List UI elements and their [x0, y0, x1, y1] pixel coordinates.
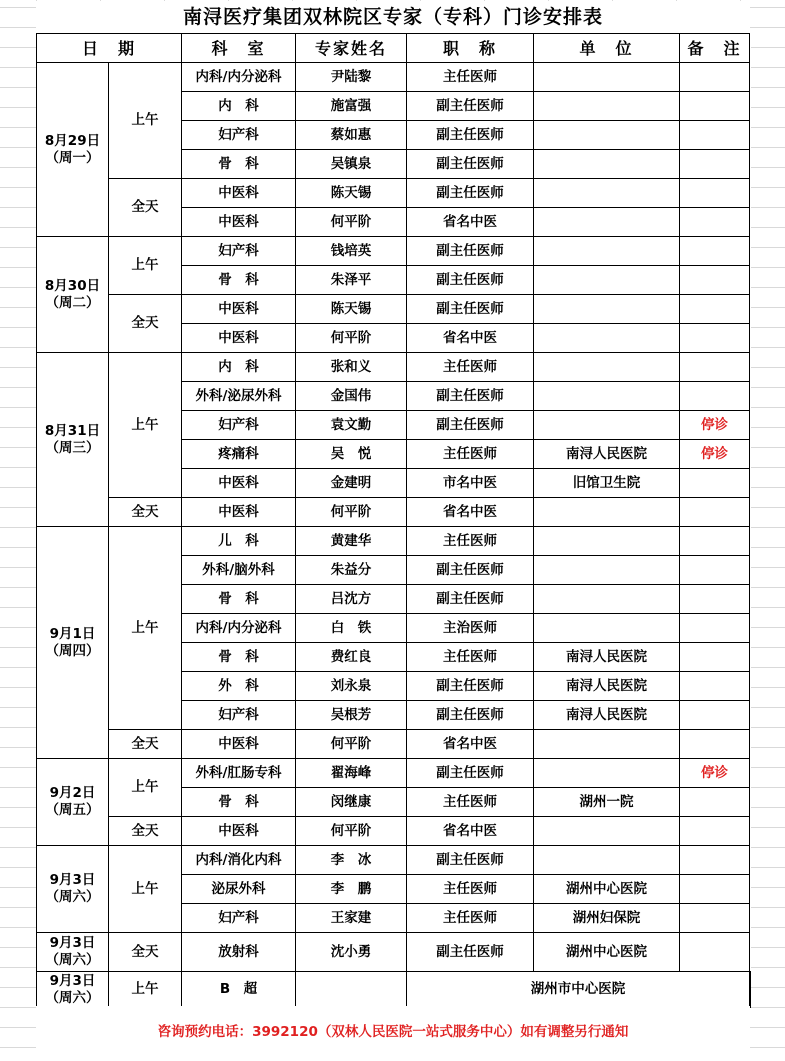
table-row [37, 237, 751, 266]
contact-footer: 咨询预约电话：3992120（双林人民医院一站式服务中心）如有调整另行通知 [36, 1006, 750, 1061]
name-cell: 白 铁 [296, 614, 407, 643]
unit-cell [534, 295, 680, 324]
dept-cell: 骨 科 [182, 150, 296, 179]
unit-cell [534, 527, 680, 556]
table-row [37, 972, 751, 1008]
unit-cell: 南浔人民医院 [534, 672, 680, 701]
weekday-label: （周四） [45, 642, 100, 659]
note-cell [680, 672, 750, 701]
title-cell: 副主任医师 [407, 382, 534, 411]
note-cell [680, 63, 750, 92]
weekday-label: （周三） [45, 439, 100, 456]
dept-cell: 妇产科 [182, 237, 296, 266]
unit-cell [534, 121, 680, 150]
unit-cell [534, 759, 680, 788]
date-label: 8月31日 [44, 422, 101, 439]
title-cell: 副主任医师 [407, 237, 534, 266]
unit-cell [534, 92, 680, 121]
table-row [37, 179, 751, 208]
unit-cell [534, 817, 680, 846]
period-cell: 上午 [109, 527, 182, 730]
title-cell: 副主任医师 [407, 701, 534, 730]
date-cell [37, 527, 109, 759]
unit-cell [534, 353, 680, 382]
name-cell: 张和义 [296, 353, 407, 382]
page-title: 南浔医疗集团双林院区专家（专科）门诊安排表 [36, 1, 750, 34]
dept-cell: 内 科 [182, 92, 296, 121]
weekday-label: （周一） [45, 149, 100, 166]
note-cell [680, 208, 750, 237]
dept-cell: 骨 科 [182, 585, 296, 614]
title-cell: 省名中医 [407, 498, 534, 527]
dept-cell: 内 科 [182, 353, 296, 382]
name-cell: 沈小勇 [296, 933, 407, 972]
period-cell: 上午 [109, 846, 182, 933]
table-row [37, 846, 751, 875]
note-cell [680, 266, 750, 295]
name-cell: 金建明 [296, 469, 407, 498]
title-cell: 省名中医 [407, 324, 534, 353]
title-cell: 主任医师 [407, 353, 534, 382]
note-cell [680, 498, 750, 527]
date-cell [37, 933, 109, 972]
title-cell: 主任医师 [407, 643, 534, 672]
date-label: 9月3日 [49, 935, 96, 951]
name-cell: 费红良 [296, 643, 407, 672]
note-cell [680, 817, 750, 846]
unit-cell: 旧馆卫生院 [534, 469, 680, 498]
dept-cell: 外科/肛肠专科 [182, 759, 296, 788]
name-cell: 刘永泉 [296, 672, 407, 701]
note-cell: 停诊 [680, 411, 750, 440]
table-row [37, 527, 751, 556]
name-cell: 翟海峰 [296, 759, 407, 788]
name-cell: 蔡如惠 [296, 121, 407, 150]
note-cell [680, 324, 750, 353]
period-cell: 全天 [109, 817, 182, 846]
unit-cell [534, 846, 680, 875]
name-cell: 李 冰 [296, 846, 407, 875]
note-cell [680, 614, 750, 643]
dept-cell: 外科/泌尿外科 [182, 382, 296, 411]
unit-cell: 湖州中心医院 [534, 875, 680, 904]
note-cell: 停诊 [680, 759, 750, 788]
date-label: 9月2日 [49, 785, 96, 801]
title-cell: 副主任医师 [407, 150, 534, 179]
dept-cell: 内科/内分泌科 [182, 63, 296, 92]
period-cell: 全天 [109, 730, 182, 759]
period-cell: 上午 [109, 759, 182, 817]
dept-cell: 中医科 [182, 208, 296, 237]
name-cell: 陈天锡 [296, 179, 407, 208]
dept-cell: 放射科 [182, 933, 296, 972]
period-cell: 全天 [109, 179, 182, 237]
dept-cell: 中医科 [182, 295, 296, 324]
title-cell: 副主任医师 [407, 179, 534, 208]
name-cell: 尹陆黎 [296, 63, 407, 92]
date-label: 9月3日 [49, 872, 96, 888]
name-cell: 吕沈方 [296, 585, 407, 614]
weekday-label: （周二） [45, 294, 100, 311]
dept-cell: 泌尿外科 [182, 875, 296, 904]
date-cell [37, 759, 109, 846]
weekday-label: （周六） [45, 889, 100, 905]
dept-cell: 中医科 [182, 324, 296, 353]
unit-cell [534, 237, 680, 266]
unit-cell: 湖州中心医院 [534, 933, 680, 972]
unit-cell: 南浔人民医院 [534, 440, 680, 469]
title-cell: 主任医师 [407, 440, 534, 469]
note-cell [680, 556, 750, 585]
note-cell [680, 121, 750, 150]
table-row [37, 63, 751, 92]
unit-cell [534, 324, 680, 353]
period-cell: 上午 [109, 353, 182, 498]
note-cell [680, 875, 750, 904]
title-cell: 副主任医师 [407, 266, 534, 295]
header-note: 备 注 [680, 34, 750, 63]
date-cell [37, 353, 109, 527]
title-cell: 副主任医师 [407, 585, 534, 614]
unit-cell [534, 266, 680, 295]
title-cell: 副主任医师 [407, 92, 534, 121]
note-cell [680, 904, 750, 933]
note-cell [680, 730, 750, 759]
note-cell [680, 585, 750, 614]
unit-cell [534, 63, 680, 92]
weekday-label: （周六） [45, 989, 100, 1006]
note-cell [680, 295, 750, 324]
title-cell: 主任医师 [407, 788, 534, 817]
date-cell [37, 972, 109, 1008]
dept-cell: 中医科 [182, 730, 296, 759]
dept-cell: 中医科 [182, 498, 296, 527]
title-cell: 主任医师 [407, 875, 534, 904]
title-cell: 省名中医 [407, 730, 534, 759]
title-cell: 副主任医师 [407, 556, 534, 585]
name-cell: 何平阶 [296, 730, 407, 759]
name-cell: 何平阶 [296, 498, 407, 527]
weekday-label: （周六） [45, 952, 100, 968]
title-cell: 省名中医 [407, 817, 534, 846]
name-cell: 何平阶 [296, 324, 407, 353]
title-cell: 主任医师 [407, 63, 534, 92]
unit-cell: 南浔人民医院 [534, 701, 680, 730]
unit-cell [534, 498, 680, 527]
date-cell [37, 237, 109, 353]
header-date: 日 期 [37, 34, 182, 63]
weekday-label: （周五） [45, 802, 100, 818]
title-cell: 副主任医师 [407, 846, 534, 875]
name-cell: 朱泽平 [296, 266, 407, 295]
dept-cell: 妇产科 [182, 701, 296, 730]
period-cell: 全天 [109, 498, 182, 527]
name-cell: 金国伟 [296, 382, 407, 411]
dept-cell: 疼痛科 [182, 440, 296, 469]
name-cell: 王家建 [296, 904, 407, 933]
note-cell [680, 933, 750, 972]
title-cell: 主任医师 [407, 527, 534, 556]
period-cell: 上午 [109, 237, 182, 295]
note-cell [680, 150, 750, 179]
note-cell: 停诊 [680, 440, 750, 469]
dept-cell: 内科/内分泌科 [182, 614, 296, 643]
schedule-table [36, 33, 751, 1008]
merged-unit-cell: 湖州市中心医院 [407, 972, 750, 1008]
unit-cell [534, 614, 680, 643]
title-cell: 主治医师 [407, 614, 534, 643]
name-cell: 何平阶 [296, 817, 407, 846]
note-cell [680, 469, 750, 498]
dept-cell: 妇产科 [182, 904, 296, 933]
header-unit: 单 位 [534, 34, 680, 63]
title-cell: 副主任医师 [407, 411, 534, 440]
name-cell: 李 鹏 [296, 875, 407, 904]
dept-cell: 中医科 [182, 817, 296, 846]
table-row [37, 817, 751, 846]
table-row [37, 353, 751, 382]
header-title: 职 称 [407, 34, 534, 63]
unit-cell: 湖州一院 [534, 788, 680, 817]
dept-cell: 骨 科 [182, 788, 296, 817]
unit-cell [534, 382, 680, 411]
note-cell [680, 382, 750, 411]
name-cell [296, 972, 407, 1008]
note-cell [680, 643, 750, 672]
name-cell: 何平阶 [296, 208, 407, 237]
name-cell: 施富强 [296, 92, 407, 121]
dept-cell: 外 科 [182, 672, 296, 701]
note-cell [680, 701, 750, 730]
title-cell: 副主任医师 [407, 121, 534, 150]
dept-cell: 外科/脑外科 [182, 556, 296, 585]
note-cell [680, 527, 750, 556]
name-cell: 吴 悦 [296, 440, 407, 469]
table-row [37, 498, 751, 527]
dept-cell: 内科/消化内科 [182, 846, 296, 875]
unit-cell [534, 208, 680, 237]
header-name: 专家姓名 [296, 34, 407, 63]
period-cell: 全天 [109, 933, 182, 972]
title-cell: 副主任医师 [407, 933, 534, 972]
dept-cell: 中医科 [182, 469, 296, 498]
period-cell: 上午 [109, 972, 182, 1008]
unit-cell: 南浔人民医院 [534, 643, 680, 672]
date-label: 9月1日 [49, 625, 96, 642]
dept-cell: 妇产科 [182, 411, 296, 440]
dept-cell: 儿 科 [182, 527, 296, 556]
dept-cell: 中医科 [182, 179, 296, 208]
name-cell: 吴根芳 [296, 701, 407, 730]
unit-cell [534, 730, 680, 759]
date-cell [37, 846, 109, 933]
title-cell: 副主任医师 [407, 295, 534, 324]
name-cell: 朱益分 [296, 556, 407, 585]
unit-cell [534, 556, 680, 585]
name-cell: 陈天锡 [296, 295, 407, 324]
date-label: 8月30日 [44, 277, 101, 294]
dept-cell: B 超 [182, 972, 296, 1008]
name-cell: 吴镇泉 [296, 150, 407, 179]
date-cell [37, 63, 109, 237]
note-cell [680, 179, 750, 208]
title-cell: 副主任医师 [407, 759, 534, 788]
note-cell [680, 237, 750, 266]
dept-cell: 骨 科 [182, 266, 296, 295]
note-cell [680, 92, 750, 121]
date-label: 9月3日 [49, 972, 96, 989]
name-cell: 袁文勤 [296, 411, 407, 440]
table-row [37, 759, 751, 788]
table-row [37, 933, 751, 972]
title-cell: 副主任医师 [407, 672, 534, 701]
table-row [37, 295, 751, 324]
title-cell: 主任医师 [407, 904, 534, 933]
unit-cell: 湖州妇保院 [534, 904, 680, 933]
header-row [37, 34, 751, 63]
name-cell: 黄建华 [296, 527, 407, 556]
unit-cell [534, 411, 680, 440]
date-label: 8月29日 [44, 132, 101, 149]
table-row [37, 730, 751, 759]
title-cell: 市名中医 [407, 469, 534, 498]
unit-cell [534, 179, 680, 208]
unit-cell [534, 585, 680, 614]
period-cell: 全天 [109, 295, 182, 353]
note-cell [680, 846, 750, 875]
note-cell [750, 972, 751, 1008]
note-cell [680, 353, 750, 382]
header-dept: 科 室 [182, 34, 296, 63]
name-cell: 闵继康 [296, 788, 407, 817]
period-cell: 上午 [109, 63, 182, 179]
name-cell: 钱培英 [296, 237, 407, 266]
unit-cell [534, 150, 680, 179]
note-cell [680, 788, 750, 817]
dept-cell: 骨 科 [182, 643, 296, 672]
dept-cell: 妇产科 [182, 121, 296, 150]
title-cell: 省名中医 [407, 208, 534, 237]
